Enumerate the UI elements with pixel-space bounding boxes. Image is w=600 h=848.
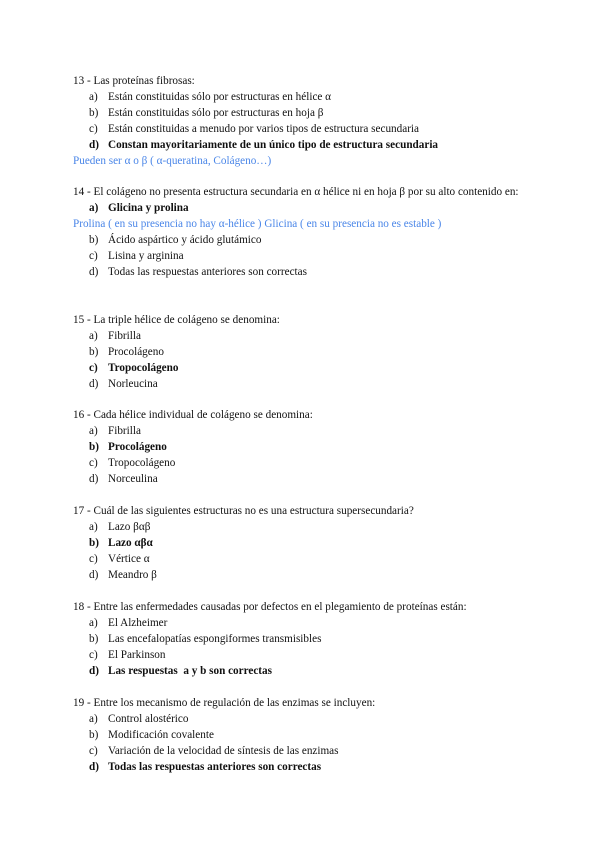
option-letter: c) — [89, 649, 98, 661]
option-c — [73, 647, 543, 663]
option-list — [73, 519, 543, 583]
option-a — [73, 89, 543, 105]
option-letter: d) — [89, 761, 99, 773]
option-a-correct — [73, 200, 543, 216]
option-b — [73, 232, 543, 248]
option-c-correct — [73, 360, 543, 376]
option-text: Vértice α — [108, 553, 150, 565]
question-text: 15 - La triple hélice de colágeno se denomina: — [73, 314, 280, 326]
option-letter: a) — [89, 521, 98, 533]
option-text: Todas las respuestas anteriores son correctas — [108, 761, 322, 773]
option-text: Glicina y prolina — [108, 202, 189, 214]
option-text: El Alzheimer — [108, 617, 168, 629]
option-b — [73, 344, 543, 360]
option-text: Fibrilla — [108, 425, 141, 437]
option-text: Meandro β — [108, 569, 157, 581]
option-letter: d) — [89, 266, 99, 278]
option-list — [73, 328, 543, 392]
option-text: Constan mayoritariamente de un único tipo de estructura secundaria — [108, 139, 439, 151]
answer-note: Prolina ( en su presencia no hay α-hélice ) Glicina ( en su presencia no es estable ) — [73, 218, 442, 230]
option-a — [73, 328, 543, 344]
option-a — [73, 711, 543, 727]
option-text: Están constituidas a menudo por varios tipos de estructura secundaria — [108, 123, 419, 135]
option-text: El Parkinson — [108, 649, 166, 661]
option-a — [73, 615, 543, 631]
option-letter: a) — [89, 330, 98, 342]
option-a — [73, 423, 543, 439]
option-text: Están constituidas sólo por estructuras en hoja β — [108, 107, 324, 119]
option-letter: a) — [89, 202, 99, 214]
option-list — [73, 711, 543, 775]
question-13 — [73, 73, 543, 169]
option-letter: b) — [89, 234, 99, 246]
option-letter: b) — [89, 107, 99, 119]
option-b — [73, 727, 543, 743]
option-c — [73, 121, 543, 137]
option-d — [73, 567, 543, 583]
option-letter: d) — [89, 569, 99, 581]
option-d — [73, 471, 543, 487]
option-text: Están constituidas sólo por estructuras en hélice α — [108, 91, 332, 103]
question-text: 19 - Entre los mecanismo de regulación de las enzimas se incluyen: — [73, 697, 376, 709]
option-list — [73, 200, 543, 216]
option-text: Norleucina — [108, 378, 158, 390]
question-14 — [73, 184, 543, 280]
option-letter: b) — [89, 633, 99, 645]
question-text: 17 - Cuál de las siguientes estructuras no es una estructura supersecundaria? — [73, 505, 414, 517]
option-letter: a) — [89, 713, 98, 725]
option-b — [73, 631, 543, 647]
option-list — [73, 423, 543, 487]
question-text: 13 - Las proteínas fibrosas: — [73, 75, 195, 87]
option-letter: a) — [89, 617, 98, 629]
question-15 — [73, 312, 543, 392]
option-text: Procolágeno — [108, 441, 167, 453]
option-letter: d) — [89, 473, 99, 485]
option-text: Lazo βαβ — [108, 521, 151, 533]
option-letter: b) — [89, 346, 99, 358]
option-text: Procolágeno — [108, 346, 164, 358]
option-c — [73, 455, 543, 471]
question-text: 18 - Entre las enfermedades causadas por defectos en el plegamiento de proteínas están: — [73, 601, 467, 613]
option-d — [73, 376, 543, 392]
option-c — [73, 743, 543, 759]
option-letter: a) — [89, 425, 98, 437]
option-letter: c) — [89, 553, 98, 565]
option-letter: c) — [89, 362, 98, 374]
option-text: Variación de la velocidad de síntesis de las enzimas — [108, 745, 339, 757]
option-text: Las encefalopatías espongiformes transmisibles — [108, 633, 322, 645]
option-d-correct — [73, 137, 543, 153]
option-letter: c) — [89, 250, 98, 262]
option-b-correct — [73, 535, 543, 551]
option-text: Norceulina — [108, 473, 158, 485]
option-a — [73, 519, 543, 535]
option-letter: c) — [89, 123, 98, 135]
option-letter: b) — [89, 537, 99, 549]
option-letter: d) — [89, 139, 99, 151]
option-text: Tropocolágeno — [108, 362, 179, 374]
option-text: Todas las respuestas anteriores son correctas — [108, 266, 307, 278]
answer-note: Pueden ser α o β ( α-queratina, Colágeno…) — [73, 155, 272, 167]
option-c — [73, 248, 543, 264]
option-d-correct — [73, 759, 543, 775]
option-text: Modificación covalente — [108, 729, 214, 741]
option-b — [73, 105, 543, 121]
option-text: Fibrilla — [108, 330, 141, 342]
option-text: Las respuestas a y b son correctas — [108, 665, 272, 677]
option-letter: a) — [89, 91, 98, 103]
option-letter: c) — [89, 457, 98, 469]
option-text: Ácido aspártico y ácido glutámico — [108, 234, 262, 246]
option-d-correct — [73, 663, 543, 679]
option-list — [73, 232, 543, 280]
option-text: Lazo αβα — [108, 537, 153, 549]
option-list — [73, 615, 543, 679]
option-b-correct — [73, 439, 543, 455]
option-text: Tropocolágeno — [108, 457, 176, 469]
question-19 — [73, 695, 543, 775]
option-letter: c) — [89, 745, 98, 757]
option-d — [73, 264, 543, 280]
option-letter: b) — [89, 729, 99, 741]
option-list — [73, 89, 543, 153]
question-text: 14 - El colágeno no presenta estructura secundaria en α hélice ni en hoja β por su alto contenido en: — [73, 186, 519, 198]
option-letter: d) — [89, 378, 99, 390]
question-text: 16 - Cada hélice individual de colágeno se denomina: — [73, 409, 313, 421]
option-letter: b) — [89, 441, 99, 453]
option-text: Control alostérico — [108, 713, 189, 725]
question-18 — [73, 599, 543, 679]
question-16 — [73, 407, 543, 487]
option-text: Lisina y arginina — [108, 250, 184, 262]
option-letter: d) — [89, 665, 99, 677]
question-17 — [73, 503, 543, 583]
option-c — [73, 551, 543, 567]
